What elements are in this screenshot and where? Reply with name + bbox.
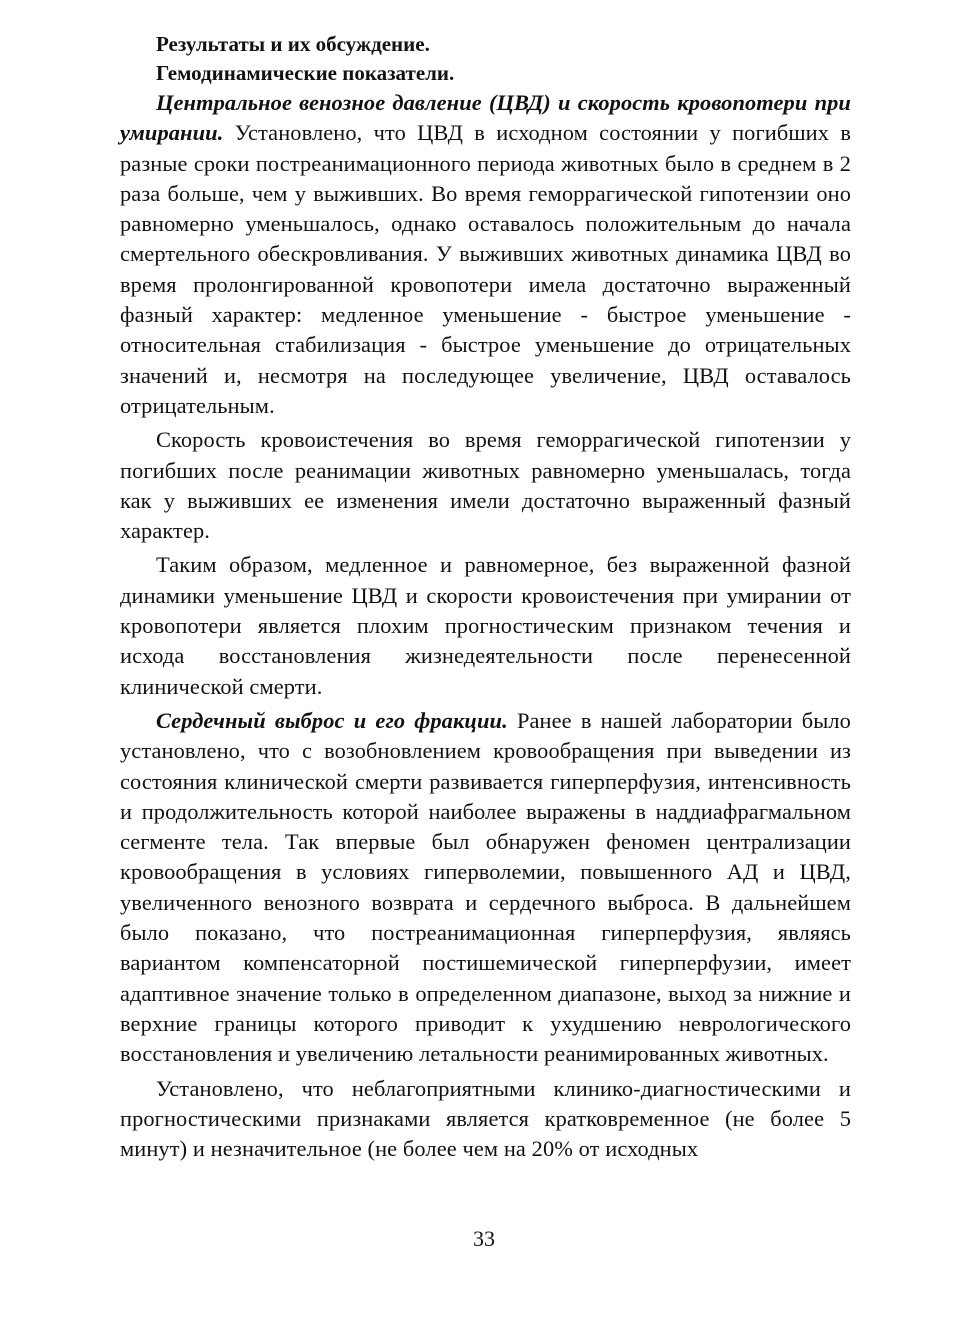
paragraph-cvd-lead: Центральное венозное давление (ЦВД) и скорость кровопотери при умирании.: [120, 90, 851, 146]
paragraph-cvd: [120, 88, 851, 421]
section-subtitle: Гемодинамические показатели.: [156, 61, 455, 85]
paragraph-conclusion: Таким образом, медленное и равномерное, без выраженной фазной динамики уменьшение ЦВД и скорости кровоистечения при умирании от кровопотери является плохим прогностическим признаком течения и исхода восстановления жизнедеятельности после перенесенной клинической смерти.: [120, 552, 851, 699]
paragraph-prognostic-signs: Установлено, что неблагоприятными клинико-диагностическими и прогностическими признаками является кратковременное (не более 5 минут) и незначительное (не более чем на 20% от исходных: [120, 1075, 851, 1162]
paragraph-cardiac-output-lead: Сердечный выброс и его фракции.: [156, 707, 508, 733]
paragraph-cvd-text: Установлено, что ЦВД в исходном состоянии у погибших в разные сроки постреанимационного периода животных было в среднем в 2 раза больше, чем у выживших. Во время геморрагической гипотензии оно равномерно уменьшалось, однако оставалось положительным до начала смертельного обескровливания. У выживших животных динамика ЦВД во время пролонгированной кровопотери имела достаточно выраженный фазный характер: медленное уменьшение - быстрое уменьшение - относительная стабилизация - быстрое уменьшение до отрицательных значений и, несмотря на последующее увеличение, ЦВД оставалось отрицательным.: [120, 120, 851, 418]
page-number: 33: [473, 1226, 495, 1251]
document-page: [120, 30, 851, 1168]
paragraph-bleeding-rate: Скорость кровоистечения во время геморрагической гипотензии у погибших после реанимации животных равномерно уменьшалась, тогда как у выживших ее изменения имели достаточно выраженный фазный характер.: [120, 427, 851, 544]
paragraph-cardiac-output: [120, 706, 851, 1070]
paragraph-cardiac-output-text: Ранее в нашей лаборатории было установлено, что с возобновлением кровообращения при выведении из состояния клинической смерти развивается гиперперфузия, интенсивность и продолжительность которой наиболее выражены в наддиафрагмальном сегменте тела. Так впервые был обнаружен феномен централизации кровообращения в условиях гиперволемии, повышенного АД и ЦВД, увеличенного венозного возврата и сердечного выброса. В дальнейшем было показано, что постреанимационная гиперперфузия, являясь вариантом компенсаторной постишемической гиперперфузии, имеет адаптивное значение только в определенном диапазоне, выход за нижние и верхние границы которого приводит к ухудшению неврологического восстановления и увеличению летальности реанимированных животных.: [120, 707, 851, 1067]
section-title: Результаты и их обсуждение.: [156, 32, 430, 56]
